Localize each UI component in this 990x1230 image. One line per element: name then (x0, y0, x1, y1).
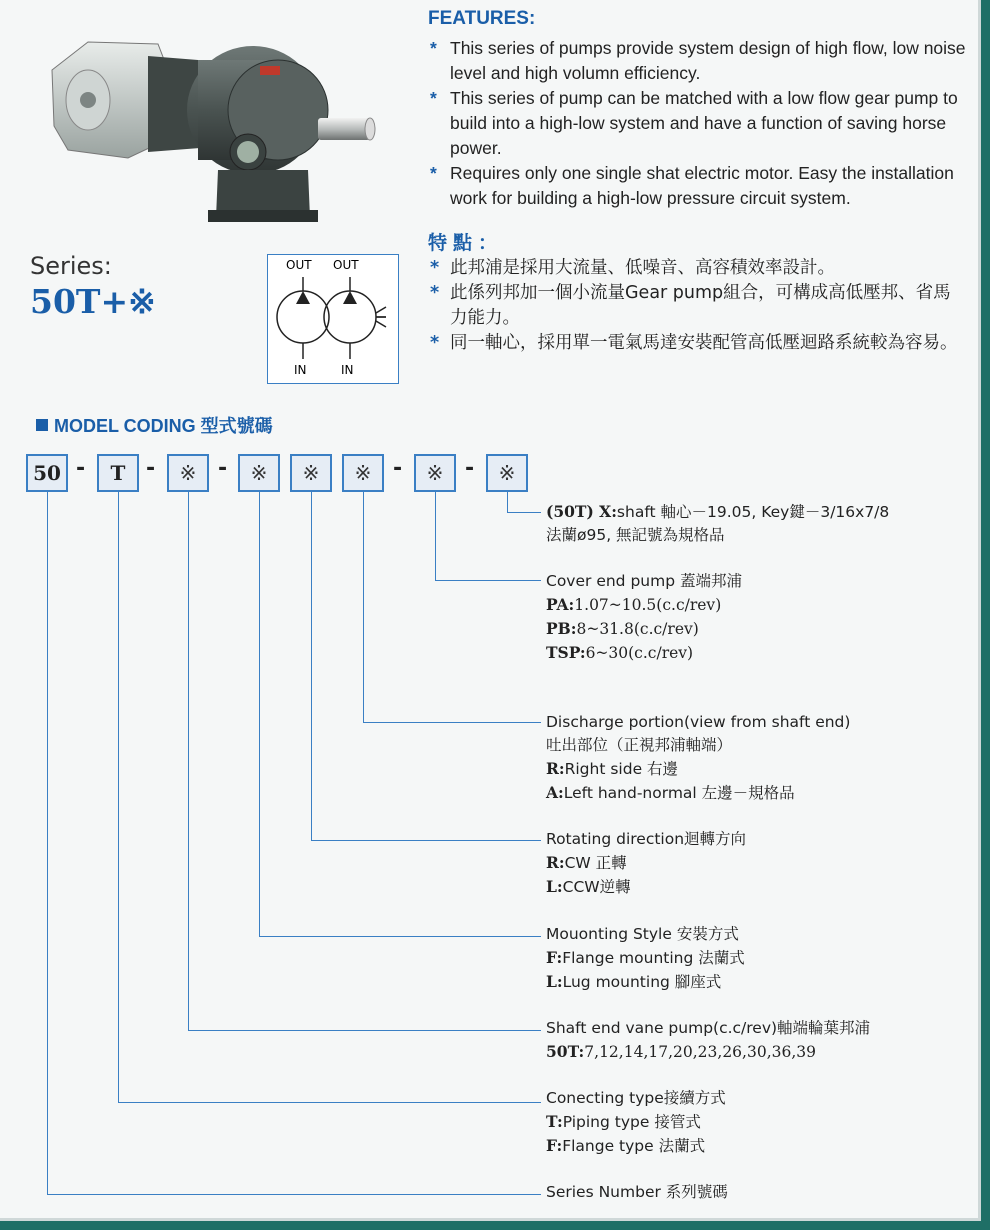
desc-discharge: Discharge portion(view from shaft end) 吐出部位（正視邦浦軸端） R:Right side 右邊 A:Left hand-normal 左邊－規格品 (546, 713, 851, 802)
code-dash: - (393, 456, 403, 481)
code-dash: - (76, 456, 86, 481)
square-bullet-icon (36, 419, 48, 431)
pump-photo (48, 30, 378, 230)
symbol-out-label: OUT (286, 258, 312, 272)
desc-mounting: Mouonting Style 安裝方式 F:Flange mounting 法蘭式 L:Lug mounting 腳座式 (546, 925, 745, 991)
leader-line (435, 492, 436, 580)
features-zh-list (428, 256, 958, 356)
code-box-discharge: ※ (342, 454, 384, 492)
series-label: Series: (30, 252, 112, 280)
leader-line (507, 492, 508, 512)
feature-item: * Requires only one single shat electric motor. Easy the installation work for building a high-low pressure circuit system. (430, 163, 954, 208)
leader-line (118, 1102, 541, 1103)
code-box-series: 50 (26, 454, 68, 492)
code-box-cover-pump: ※ (414, 454, 456, 492)
model-coding-title: MODEL CODING 型式號碼 (36, 412, 273, 438)
code-dash: - (218, 456, 228, 481)
hydraulic-symbol (267, 254, 399, 384)
leader-line (311, 492, 312, 840)
desc-shaft-option: (50T) X:shaft 軸心－19.05, Key鍵－3/16x7/8 法蘭ø95, 無記號為規格品 (546, 502, 890, 544)
series-code: 50T+※ (30, 282, 156, 321)
code-dash: - (465, 456, 475, 481)
symbol-in-label: IN (294, 363, 307, 377)
feature-zh-item: * 此係列邦加一個小流量Gear pump組合，可構成高低壓邦、省馬力能力。 (430, 283, 951, 328)
feature-item: * This series of pump can be matched with a low flow gear pump to build into a high-low system and have a function of saving horse power. (430, 88, 958, 158)
bullet-star: * (430, 258, 440, 278)
bullet-star: * (430, 88, 437, 108)
code-dash: - (146, 456, 156, 481)
features-list (428, 36, 973, 211)
code-box-mounting: ※ (238, 454, 280, 492)
leader-line (507, 512, 541, 513)
leader-line (363, 722, 541, 723)
symbol-out-label: OUT (333, 258, 359, 272)
code-box-rotating: ※ (290, 454, 332, 492)
desc-shaft-pump: Shaft end vane pump(c.c/rev)軸端輪葉邦浦 50T:7,12,14,17,20,23,26,30,36,39 (546, 1019, 871, 1061)
leader-line (435, 580, 541, 581)
leader-line (47, 1194, 541, 1195)
leader-line (188, 492, 189, 1030)
leader-line (118, 492, 119, 1102)
feature-zh-item: * 同一軸心，採用單一電氣馬達安裝配管高低壓迴路系統較為容易。 (428, 331, 958, 356)
leader-line (311, 840, 541, 841)
bullet-star: * (430, 283, 440, 303)
feature-item: * This series of pumps provide system design of high flow, low noise level and high volumn efficiency. (430, 38, 966, 83)
bullet-star: * (430, 38, 437, 58)
leader-line (259, 492, 260, 936)
code-box-connecting: T (97, 454, 139, 492)
bullet-star: * (430, 163, 437, 183)
code-box-shaft-pump: ※ (167, 454, 209, 492)
feature-zh-item: * 此邦浦是採用大流量、低噪音、高容積效率設計。 (428, 256, 958, 281)
bullet-star: * (430, 333, 440, 353)
desc-cover-pump: Cover end pump 蓋端邦浦 PA:1.07~10.5(c.c/rev) PB:8~31.8(c.c/rev) TSP:6~30(c.c/rev) (546, 572, 742, 662)
leader-line (259, 936, 541, 937)
desc-series-number: Series Number 系列號碼 (546, 1183, 728, 1201)
desc-rotating: Rotating direction迴轉方向 R:CW 正轉 L:CCW逆轉 (546, 830, 747, 896)
leader-line (363, 492, 364, 722)
features-title: FEATURES: (428, 8, 536, 29)
symbol-in-label: IN (341, 363, 354, 377)
leader-line (188, 1030, 541, 1031)
leader-line (47, 492, 48, 1194)
desc-connecting: Conecting type接續方式 T:Piping type 接管式 F:Flange type 法蘭式 (546, 1089, 726, 1155)
code-box-shaft-option: ※ (486, 454, 528, 492)
features-zh-title: 特點： (428, 232, 504, 254)
